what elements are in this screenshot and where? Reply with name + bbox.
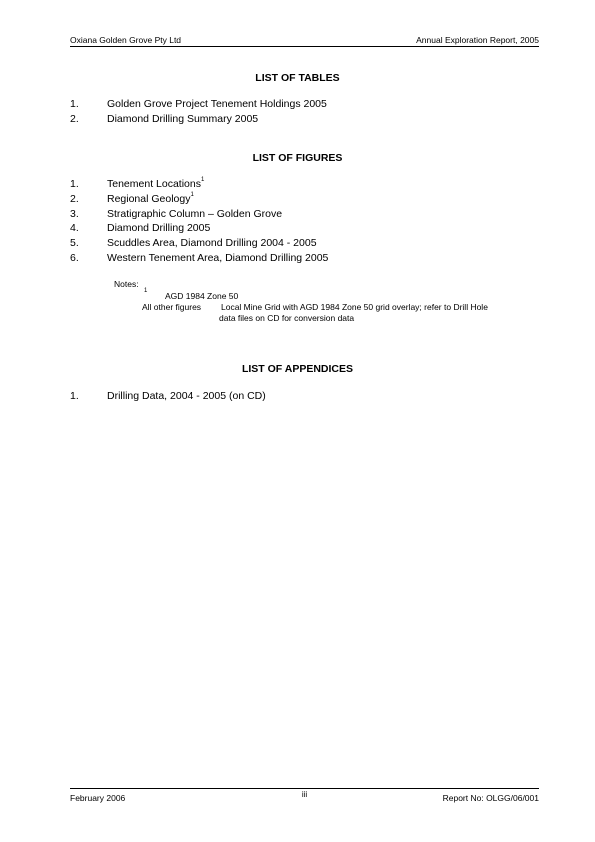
page-number: iii: [301, 790, 308, 799]
item-text: Tenement Locations: [107, 178, 201, 190]
list-item: [70, 193, 194, 205]
item-text: Stratigraphic Column – Golden Grove: [107, 208, 283, 220]
item-number: 2.: [70, 113, 79, 125]
list-of-appendices-title: LIST OF APPENDICES: [241, 363, 354, 375]
item-text: Diamond Drilling Summary 2005: [107, 113, 259, 125]
item-number: 1.: [70, 178, 79, 190]
item-number: 1.: [70, 98, 79, 110]
notes-label: Notes:: [114, 279, 139, 289]
note-1-text: AGD 1984 Zone 50: [165, 291, 239, 301]
item-number: 1.: [70, 390, 79, 402]
note-other-text-2: data files on CD for conversion data: [219, 313, 355, 323]
note-other-text-1: Local Mine Grid with AGD 1984 Zone 50 grid overlay; refer to Drill Hole: [221, 302, 488, 312]
list-of-tables-title: LIST OF TABLES: [255, 72, 340, 84]
item-number: 6.: [70, 252, 79, 264]
list-item: [70, 98, 327, 110]
item-text: Scuddles Area, Diamond Drilling 2004 - 2005: [107, 237, 317, 249]
item-text: Regional Geology: [107, 193, 191, 205]
list-item: [70, 222, 210, 234]
note-other-label: All other figures: [142, 302, 202, 312]
footer-date: February 2006: [70, 793, 126, 803]
item-number: 5.: [70, 237, 79, 249]
list-item: [70, 237, 317, 249]
list-item: [70, 113, 258, 125]
item-text: Western Tenement Area, Diamond Drilling 2005: [107, 252, 329, 264]
item-number: 2.: [70, 193, 79, 205]
item-text: Drilling Data, 2004 - 2005 (on CD): [107, 390, 266, 402]
item-text: Diamond Drilling 2005: [107, 222, 211, 234]
list-item: [70, 252, 328, 264]
header-company: Oxiana Golden Grove Pty Ltd: [70, 35, 182, 45]
footer-report-number: Report No: OLGG/06/001: [442, 793, 539, 803]
page-footer: [70, 788, 539, 803]
item-number: 3.: [70, 208, 79, 220]
footnote-marker: 1: [200, 177, 205, 183]
note-marker: 1: [144, 288, 148, 294]
list-of-figures-title: LIST OF FIGURES: [252, 152, 343, 164]
list-item: [70, 390, 266, 402]
item-number: 4.: [70, 222, 79, 234]
page-header: [70, 34, 539, 47]
footnote-marker: 1: [190, 192, 194, 198]
list-item: [70, 178, 204, 190]
list-item: [70, 208, 282, 220]
item-text: Golden Grove Project Tenement Holdings 2005: [107, 98, 327, 110]
header-report-title: Annual Exploration Report, 2005: [416, 35, 539, 45]
